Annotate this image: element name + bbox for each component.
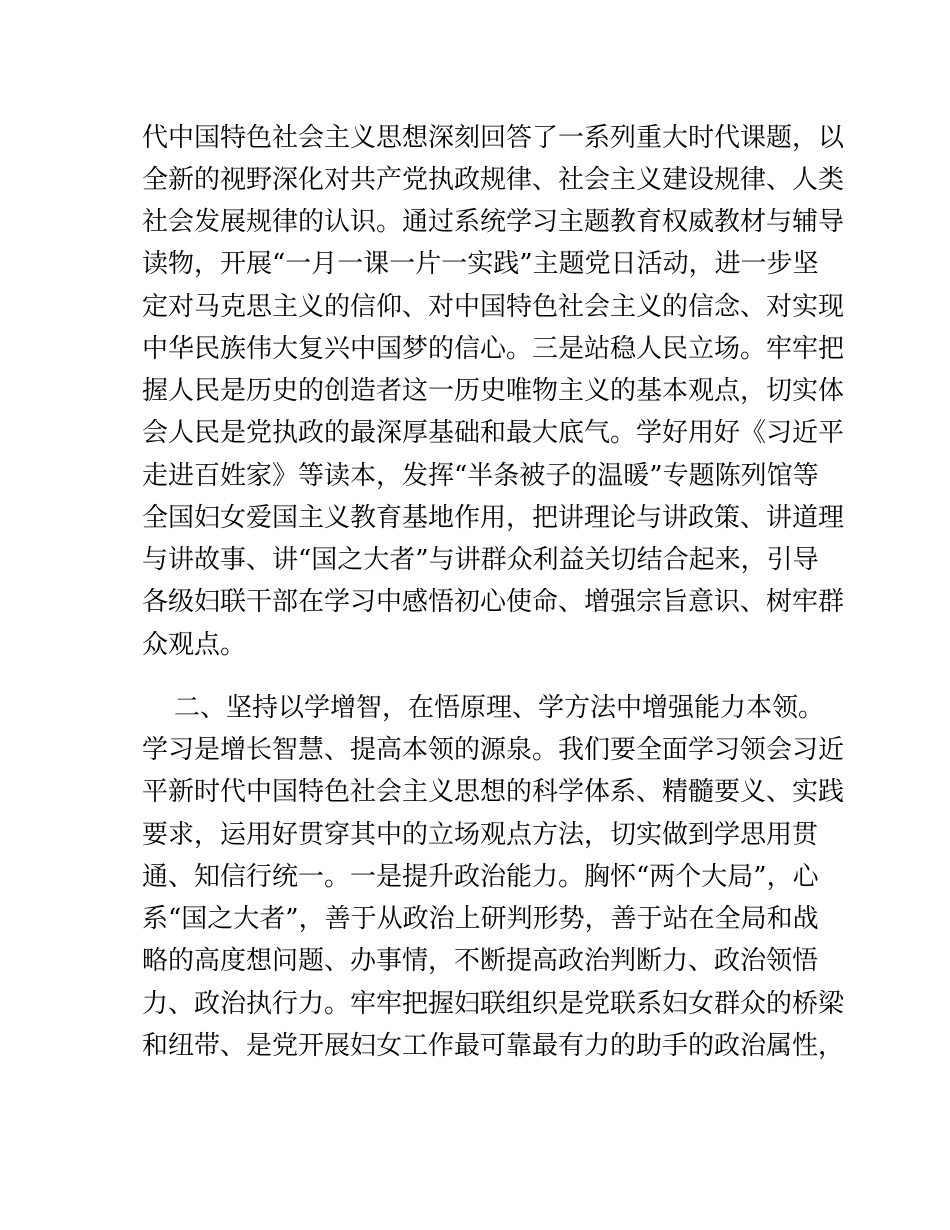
text-line: 与讲故事、讲“国之大者”与讲群众利益关切结合起来，引导 (142, 545, 819, 575)
text-line: 学习是增长智慧、提高本领的源泉。我们要全面学习领会习近 (142, 735, 845, 765)
text-line: 平新时代中国特色社会主义思想的科学体系、精髓要义、实践 (142, 777, 845, 807)
text-line: 系“国之大者”，善于从政治上研判形势，善于站在全局和战 (142, 904, 819, 934)
text-line: 全新的视野深化对共产党执政规律、社会主义建设规律、人类 (142, 165, 845, 195)
text-line: 要求，运用好贯穿其中的立场观点方法，切实做到学思用贯 (142, 820, 819, 850)
section-heading-line: 二、坚持以学增智，在悟原理、学方法中增强能力本领。 (174, 693, 825, 723)
text-line: 中华民族伟大复兴中国梦的信心。三是站稳人民立场。牢牢把 (142, 334, 845, 364)
text-line: 和纽带、是党开展妇女工作最可靠最有力的助手的政治属性， (142, 1031, 845, 1061)
text-line: 各级妇联干部在学习中感悟初心使命、增强宗旨意识、树牢群 (142, 587, 845, 617)
text-line: 握人民是历史的创造者这一历史唯物主义的基本观点，切实体 (142, 376, 845, 406)
text-line: 读物，开展“一月一课一片一实践”主题党日活动，进一步坚 (142, 249, 819, 279)
text-line: 定对马克思主义的信仰、对中国特色社会主义的信念、对实现 (142, 292, 845, 322)
text-line: 众观点。 (142, 630, 247, 660)
text-line: 会人民是党执政的最深厚基础和最大底气。学好用好《习近平 (142, 418, 845, 448)
text-line: 走进百姓家》等读本，发挥“半条被子的温暖”专题陈列馆等 (142, 461, 819, 491)
text-line: 力、政治执行力。牢牢把握妇联组织是党联系妇女群众的桥梁 (142, 989, 845, 1019)
text-line: 全国妇女爱国主义教育基地作用，把讲理论与讲政策、讲道理 (142, 503, 845, 533)
text-line: 略的高度想问题、办事情，不断提高政治判断力、政治领悟 (142, 946, 819, 976)
text-line: 代中国特色社会主义思想深刻回答了一系列重大时代课题，以 (142, 123, 845, 153)
text-line: 通、知信行统一。一是提升政治能力。胸怀“两个大局”，心 (142, 862, 819, 892)
text-line: 社会发展规律的认识。通过系统学习主题教育权威教材与辅导 (142, 207, 845, 237)
